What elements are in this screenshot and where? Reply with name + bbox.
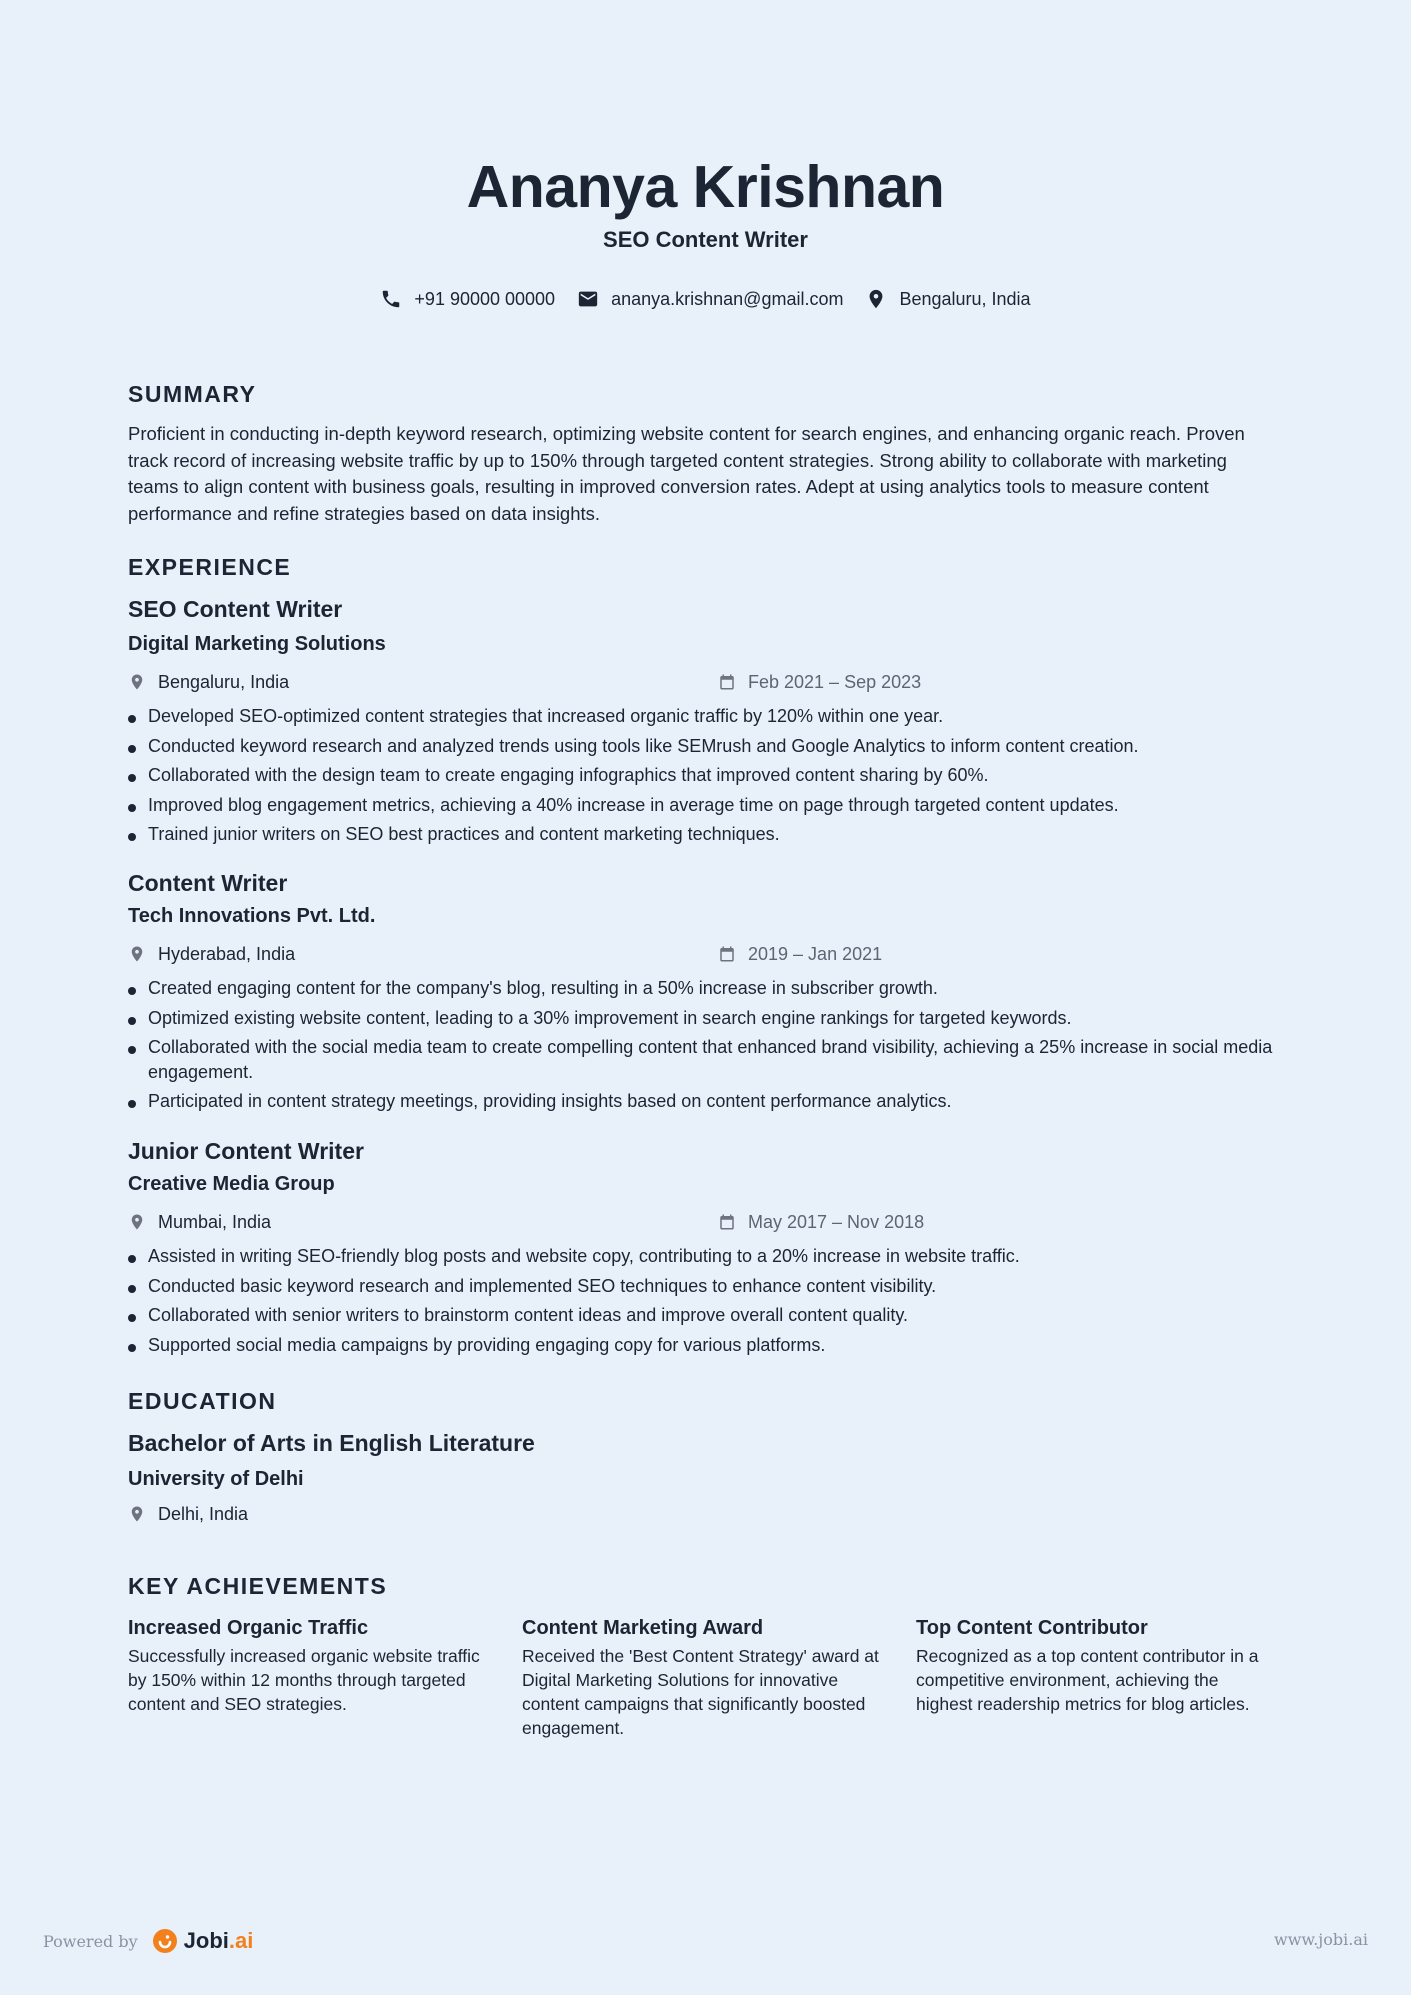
job-title: SEO Content Writer [128, 596, 343, 622]
list-item: Created engaging content for the company's blog, resulting in a 50% increase in subscriber growth. [128, 976, 1278, 1001]
job-company: Digital Marketing Solutions [128, 633, 386, 655]
powered-by [43, 1928, 253, 1954]
candidate-name: Ananya Krishnan [466, 154, 945, 220]
jobi-logo-icon [152, 1928, 178, 1954]
job-location-text: Hyderabad, India [158, 944, 296, 964]
achievement-title: Content Marketing Award [522, 1617, 764, 1639]
job-company: Tech Innovations Pvt. Ltd. [128, 905, 376, 927]
job-dates [718, 669, 921, 695]
job-bullets [128, 1244, 1278, 1362]
achievements-grid [128, 1614, 1288, 1740]
achievement-description: Received the 'Best Content Strategy' award at Digital Marketing Solutions for innovative content campaigns that significantly boosted engagement. [522, 1646, 879, 1738]
contact-row [0, 286, 1411, 312]
brand-suffix: .ai [228, 1928, 254, 1953]
list-item: Improved blog engagement metrics, achieving a 40% increase in average time on page through targeted content updates. [128, 793, 1278, 818]
job-dates-text: May 2017 – Nov 2018 [748, 1212, 925, 1232]
job-location-text: Bengaluru, India [158, 672, 290, 692]
jobi-logo-link[interactable] [152, 1928, 254, 1954]
list-item: Collaborated with the design team to create engaging infographics that improved content sharing by 60%. [128, 763, 1278, 788]
education-school: University of Delhi [128, 1468, 304, 1490]
education-location [128, 1501, 248, 1527]
calendar-icon [718, 1213, 736, 1231]
achievements-heading: KEY ACHIEVEMENTS [128, 1573, 388, 1599]
education-degree: Bachelor of Arts in English Literature [128, 1430, 535, 1456]
job-dates [718, 941, 882, 967]
list-item: Collaborated with senior writers to brainstorm content ideas and improve overall content quality. [128, 1303, 1278, 1328]
job-location [128, 1209, 271, 1235]
mail-icon [577, 288, 599, 310]
calendar-icon [718, 945, 736, 963]
education-meta [128, 1501, 1278, 1527]
job-meta [128, 1209, 1278, 1235]
calendar-icon [718, 673, 736, 691]
list-item: Participated in content strategy meetings, providing insights based on content performance analytics. [128, 1089, 1278, 1114]
job-company: Creative Media Group [128, 1173, 335, 1195]
list-item: Developed SEO-optimized content strategies that increased organic traffic by 120% within one year. [128, 704, 1278, 729]
education-location-text: Delhi, India [158, 1504, 249, 1524]
experience-heading: EXPERIENCE [128, 554, 292, 580]
job-dates-text: 2019 – Jan 2021 [748, 944, 883, 964]
contact-location [865, 286, 1030, 312]
achievement-title: Top Content Contributor [916, 1617, 1148, 1639]
location-pin-icon [128, 673, 146, 691]
list-item: Optimized existing website content, leading to a 30% improvement in search engine rankings for targeted keywords. [128, 1006, 1278, 1031]
achievement-description: Recognized as a top content contributor in a competitive environment, achieving the highest readership metrics for blog articles. [916, 1646, 1259, 1714]
job-location [128, 669, 289, 695]
list-item: Collaborated with the social media team to create compelling content that enhanced brand visibility, achieving a 25% increase in social media engagement. [128, 1035, 1278, 1084]
job-bullets [128, 976, 1278, 1119]
education-heading: EDUCATION [128, 1388, 277, 1414]
location-pin-icon [128, 1213, 146, 1231]
phone-text: +91 90000 00000 [414, 289, 556, 309]
achievement-title: Increased Organic Traffic [128, 1617, 369, 1639]
achievement-description: Successfully increased organic website traffic by 150% within 12 months through targeted content and SEO strategies. [128, 1646, 480, 1714]
list-item: Supported social media campaigns by providing engaging copy for various platforms. [128, 1333, 1278, 1358]
job-dates [718, 1209, 924, 1235]
job-bullets [128, 704, 1278, 852]
job-meta [128, 941, 1278, 967]
powered-by-label: Powered by [43, 1931, 138, 1951]
contact-phone [380, 286, 555, 312]
list-item: Conducted basic keyword research and implemented SEO techniques to enhance content visibility. [128, 1274, 1278, 1299]
achievement-card [128, 1614, 488, 1740]
list-item: Conducted keyword research and analyzed trends using tools like SEMrush and Google Analytics to inform content creation. [128, 734, 1278, 759]
achievement-card [916, 1614, 1276, 1740]
location-pin-icon [128, 945, 146, 963]
summary-text: Proficient in conducting in-depth keyword research, optimizing website content for search engines, and enhancing organic reach. Proven track record of increasing website traffic by up to 150% through targeted content strategies. Strong ability to collaborate with marketing teams to align content with business goals, resulting in improved conversion rates. Adept at using analytics tools to measure content performance and refine strategies based on data insights. [128, 423, 1245, 524]
list-item: Trained junior writers on SEO best practices and content marketing techniques. [128, 822, 1278, 847]
summary-heading: SUMMARY [128, 381, 257, 407]
contact-email [577, 286, 843, 312]
job-dates-text: Feb 2021 – Sep 2023 [748, 672, 922, 692]
location-pin-icon [128, 1505, 146, 1523]
job-meta [128, 669, 1278, 695]
location-text: Bengaluru, India [899, 289, 1031, 309]
candidate-headline: SEO Content Writer [603, 227, 808, 252]
footer-url-link[interactable]: www.jobi.ai [1274, 1930, 1368, 1949]
phone-icon [380, 288, 402, 310]
job-location [128, 941, 295, 967]
brand-name: Jobi [183, 1928, 229, 1953]
email-text: ananya.krishnan@gmail.com [611, 289, 844, 309]
location-pin-icon [865, 288, 887, 310]
job-location-text: Mumbai, India [158, 1212, 272, 1232]
list-item: Assisted in writing SEO-friendly blog posts and website copy, contributing to a 20% increase in website traffic. [128, 1244, 1278, 1269]
job-title: Content Writer [128, 870, 288, 896]
achievement-card [522, 1614, 882, 1740]
job-title: Junior Content Writer [128, 1138, 364, 1164]
